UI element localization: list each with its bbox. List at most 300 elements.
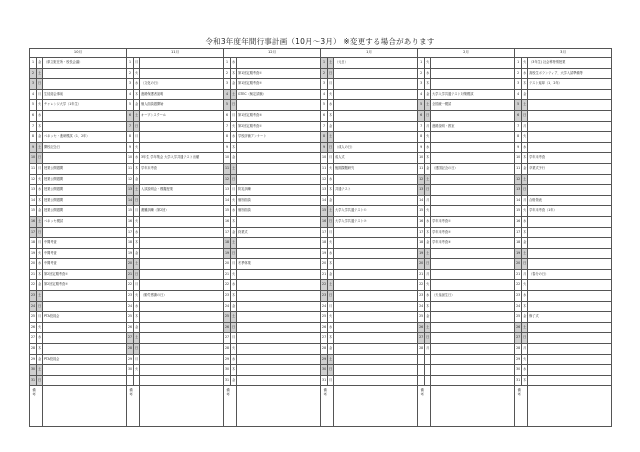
schedule-cell [431,110,515,121]
date-cell: 25 [30,312,37,323]
schedule-cell: （天皇誕生日） [431,291,515,302]
day-row [30,100,612,111]
weekday-cell: 月 [522,344,528,355]
weekday-cell: 月 [134,354,140,365]
date-cell: 16 [321,216,328,227]
date-cell: 10 [418,153,425,164]
weekday-cell: 木 [231,291,237,302]
date-cell [418,354,425,365]
weekday-cell: 水 [425,142,431,153]
weekday-cell: 火 [37,100,43,111]
weekday-cell: 金 [37,132,43,143]
weekday-cell: 水 [231,206,237,217]
schedule-cell: 第1回定期考査① [237,68,321,79]
date-cell: 23 [224,291,231,302]
weekday-cell: 月 [37,89,43,100]
remarks-label: 備考 [516,388,521,398]
remarks-label-cell [418,386,431,427]
weekday-cell: 日 [134,344,140,355]
schedule-cell: 防災訓練 [237,185,321,196]
weekday-cell: 金 [328,121,334,132]
weekday-cell: 金 [522,89,528,100]
schedule-cell: 個人面談週開始 [140,100,224,111]
schedule-cell [140,312,224,323]
date-cell: 20 [30,259,37,270]
schedule-cell: 卒業式予行 [528,163,612,174]
weekday-cell: 土 [231,163,237,174]
weekday-cell: 木 [425,227,431,238]
weekday-cell: 水 [37,185,43,196]
weekday-cell: 火 [134,216,140,227]
date-cell: 26 [321,322,328,333]
date-cell: 30 [30,365,37,376]
schedule-cell [334,312,418,323]
schedule-cell: 学年末考査② [431,227,515,238]
remarks-label: 備考 [419,388,424,398]
date-cell: 21 [127,269,134,280]
weekday-cell: 土 [522,174,528,185]
date-cell: 12 [515,174,522,185]
weekday-cell: 木 [37,195,43,206]
schedule-cell: 第2回定期考査① [43,269,127,280]
weekday-cell: 木 [231,216,237,227]
weekday-cell: 金 [134,174,140,185]
date-cell: 14 [30,195,37,206]
weekday-cell: 金 [134,248,140,259]
weekday-cell: 水 [522,68,528,79]
date-cell: 29 [321,354,328,365]
date-cell: 9 [321,142,328,153]
schedule-cell [431,185,515,196]
weekday-cell: 火 [231,269,237,280]
date-cell: 11 [321,163,328,174]
date-cell: 16 [418,216,425,227]
weekday-cell: 水 [425,216,431,227]
weekday-cell: 月 [328,227,334,238]
date-cell: 7 [515,121,522,132]
date-cell: 5 [321,100,328,111]
schedule-cell: 学校評価アンケート [237,132,321,143]
date-cell: 2 [418,68,425,79]
weekday-cell: 日 [328,365,334,376]
schedule-cell [334,344,418,355]
date-cell: 31 [30,375,37,386]
weekday-cell: 水 [425,291,431,302]
schedule-cell: 後期課題研究 [334,163,418,174]
weekday-cell: 火 [522,354,528,365]
weekday-cell: 金 [328,269,334,280]
schedule-cell [334,79,418,90]
weekday-cell: 火 [425,280,431,291]
schedule-cell [140,227,224,238]
schedule-cell [528,121,612,132]
schedule-cell [334,375,418,386]
schedule-cell [140,121,224,132]
schedule-cell: 個別面談 [237,206,321,217]
date-cell: 11 [224,163,231,174]
date-cell: 3 [30,79,37,90]
schedule-cell [431,301,515,312]
schedule-cell [528,280,612,291]
day-row [30,79,612,90]
date-cell: 28 [515,344,522,355]
schedule-cell [334,365,418,376]
weekday-cell: 金 [425,89,431,100]
schedule-cell: 中間考査 [43,248,127,259]
remarks-row [30,386,612,427]
weekday-cell: 水 [134,227,140,238]
remarks-label: 備考 [225,388,230,398]
schedule-cell [140,238,224,249]
schedule-cell [431,322,515,333]
weekday-cell: 金 [37,58,43,69]
date-cell: 7 [224,121,231,132]
schedule-cell: 授業公開週間 [43,206,127,217]
schedule-cell [334,174,418,185]
schedule-cell: （成人の日） [334,142,418,153]
weekday-cell: 月 [231,185,237,196]
schedule-cell: 学年末考査 [528,153,612,164]
weekday-cell: 木 [37,344,43,355]
schedule-cell: 中間考査 [43,238,127,249]
schedule-cell [528,322,612,333]
weekday-cell: 土 [231,312,237,323]
date-cell: 10 [30,153,37,164]
schedule-cell [140,344,224,355]
date-cell: 1 [224,58,231,69]
remarks-label-cell [515,386,528,427]
date-cell: 21 [321,269,328,280]
date-cell: 28 [321,344,328,355]
schedule-cell: （元日） [334,58,418,69]
schedule-cell: （建国記念の日） [431,163,515,174]
weekday-cell: 月 [134,206,140,217]
weekday-cell: 土 [37,68,43,79]
weekday-cell: 金 [231,153,237,164]
schedule-cell [431,280,515,291]
month-header: 10月 [30,49,127,58]
day-row [30,354,612,365]
schedule-cell: 第2回定期考査① [237,121,321,132]
weekday-cell: 月 [522,195,528,206]
date-cell: 2 [321,68,328,79]
weekday-cell: 土 [328,58,334,69]
schedule-cell [43,333,127,344]
date-cell: 6 [515,110,522,121]
schedule-cell [140,301,224,312]
weekday-cell: 火 [134,291,140,302]
schedule-cell [334,333,418,344]
weekday-cell: 月 [328,375,334,386]
date-cell: 9 [224,142,231,153]
date-cell: 27 [127,333,134,344]
schedule-cell [334,195,418,206]
date-cell: 1 [30,58,37,69]
schedule-cell: オープンスクール [140,110,224,121]
date-cell: 13 [418,185,425,196]
date-cell: 26 [30,322,37,333]
schedule-cell: 全国統一模試 [431,100,515,111]
schedule-cell: 中間考査 [43,259,127,270]
date-cell: 22 [224,280,231,291]
weekday-cell: 木 [425,153,431,164]
schedule-cell [237,291,321,302]
schedule-cell [334,238,418,249]
date-cell: 4 [321,89,328,100]
weekday-cell: 日 [328,68,334,79]
date-cell: 11 [127,163,134,174]
weekday-cell: 火 [37,248,43,259]
weekday-cell: 木 [425,79,431,90]
schedule-cell [431,333,515,344]
weekday-cell: 火 [522,206,528,217]
schedule-cell [431,132,515,143]
weekday-cell: 金 [328,344,334,355]
weekday-cell: 月 [231,259,237,270]
weekday-cell: 火 [328,238,334,249]
date-cell: 7 [30,121,37,132]
weekday-cell: 火 [134,68,140,79]
schedule-cell: （春分の日） [528,269,612,280]
day-row [30,333,612,344]
schedule-cell [237,153,321,164]
schedule-cell: 入試説明会・模擬授業 [140,185,224,196]
schedule-cell: 高校生ボランティア、大学入試準備等 [528,68,612,79]
date-cell: 26 [515,322,522,333]
schedule-cell [43,322,127,333]
date-cell: 15 [127,206,134,217]
weekday-cell: 木 [231,365,237,376]
date-cell: 9 [515,142,522,153]
month-header: 3月 [515,49,612,58]
schedule-cell [334,248,418,259]
weekday-cell: 金 [522,238,528,249]
date-cell: 8 [224,132,231,143]
day-row [30,58,612,69]
schedule-cell [43,344,127,355]
date-cell: 6 [418,110,425,121]
remarks-label-cell [321,386,334,427]
day-row [30,132,612,143]
date-cell: 15 [224,206,231,217]
date-cell: 25 [418,312,425,323]
weekday-cell: 土 [522,248,528,259]
weekday-cell: 日 [522,259,528,270]
schedule-cell: テスト返却（1、2年） [528,79,612,90]
date-cell: 18 [30,238,37,249]
date-cell: 13 [127,185,134,196]
schedule-cell [140,365,224,376]
date-cell: 27 [30,333,37,344]
schedule-cell: PTA役員会 [43,312,127,323]
schedule-cell: PTA役員会 [43,354,127,365]
schedule-cell [237,269,321,280]
schedule-cell [431,79,515,90]
date-cell: 24 [515,301,522,312]
date-cell: 11 [515,163,522,174]
weekday-cell: 木 [522,375,528,386]
date-cell: 9 [30,142,37,153]
weekday-cell: 月 [37,163,43,174]
date-cell: 24 [418,301,425,312]
schedule-cell [140,248,224,259]
schedule-cell: 共通テスト [334,185,418,196]
schedule-cell: （3年生) 社会科特別授業 [528,58,612,69]
date-cell: 27 [224,333,231,344]
date-cell: 12 [224,174,231,185]
date-cell: 3 [418,79,425,90]
date-cell: 21 [418,269,425,280]
weekday-cell: 金 [231,375,237,386]
weekday-cell: 木 [425,301,431,312]
remarks-label: 備考 [128,388,133,398]
date-cell: 23 [418,291,425,302]
weekday-cell: 月 [328,79,334,90]
schedule-cell: 避難訓練（第2回） [140,206,224,217]
schedule-cell [528,365,612,376]
weekday-cell: 土 [231,89,237,100]
weekday-cell: 木 [522,79,528,90]
schedule-cell: （県立駐在所・校長会議） [43,58,127,69]
schedule-cell [431,344,515,355]
weekday-cell: 月 [37,238,43,249]
weekday-cell: 土 [425,174,431,185]
weekday-cell: 土 [328,206,334,217]
weekday-cell: 土 [134,185,140,196]
schedule-cell [140,259,224,270]
weekday-cell: 金 [231,79,237,90]
schedule-cell: 授業公開週間 [43,195,127,206]
schedule-cell: 大学入学共通テスト② [334,216,418,227]
weekday-cell: 水 [134,301,140,312]
date-cell: 28 [127,344,134,355]
schedule-cell [237,375,321,386]
weekday-cell: 金 [425,163,431,174]
schedule-cell [43,79,127,90]
schedule-cell [237,174,321,185]
date-cell: 10 [224,153,231,164]
date-cell: 16 [127,216,134,227]
schedule-cell [43,110,127,121]
weekday-cell: 火 [425,58,431,69]
weekday-cell: 月 [425,344,431,355]
weekday-cell: 金 [425,312,431,323]
weekday-cell: 土 [134,333,140,344]
date-cell: 29 [224,354,231,365]
weekday-cell: 火 [522,280,528,291]
schedule-cell: 第1回定期考査③ [237,110,321,121]
date-cell: 3 [515,79,522,90]
date-cell: 1 [418,58,425,69]
date-cell: 13 [321,185,328,196]
remarks-label-cell [30,386,43,427]
date-cell: 6 [224,110,231,121]
date-cell: 26 [418,322,425,333]
weekday-cell: 金 [522,312,528,323]
schedule-cell: 学年末考査① [431,216,515,227]
date-cell: 7 [321,121,328,132]
weekday-cell: 火 [231,121,237,132]
schedule-cell: 合格発表 [528,195,612,206]
date-cell: 13 [30,185,37,196]
schedule-cell [334,259,418,270]
day-row [30,322,612,333]
schedule-cell: ベネッセ模試 [43,216,127,227]
weekday-cell: 月 [425,269,431,280]
date-cell: 23 [321,291,328,302]
date-cell: 13 [224,185,231,196]
date-cell: 29 [127,354,134,365]
day-row [30,110,612,121]
weekday-cell: 日 [328,216,334,227]
day-row [30,259,612,270]
schedule-cell [528,89,612,100]
weekday-cell: 火 [425,132,431,143]
date-cell: 8 [127,132,134,143]
schedule-cell [431,354,515,365]
weekday-cell: 土 [231,238,237,249]
schedule-cell [237,365,321,376]
remarks-label: 備考 [322,388,327,398]
weekday-cell: 金 [328,195,334,206]
weekday-cell: 火 [37,322,43,333]
day-row [30,365,612,376]
month-header: 1月 [321,49,418,58]
weekday-cell: 土 [328,132,334,143]
weekday-cell: 金 [134,100,140,111]
weekday-cell: 水 [231,132,237,143]
day-row [30,344,612,355]
schedule-cell: GTEC（検定試験） [237,89,321,100]
schedule-cell: （文化の日） [140,79,224,90]
weekday-cell: 土 [425,248,431,259]
remarks-cell [431,386,515,427]
schedule-cell [334,89,418,100]
schedule-cell [43,153,127,164]
weekday-cell: 月 [134,58,140,69]
date-cell: 7 [418,121,425,132]
weekday-cell: 日 [328,291,334,302]
weekday-cell: 金 [231,227,237,238]
weekday-cell: 月 [231,333,237,344]
calendar-table [29,48,612,427]
date-cell: 18 [224,238,231,249]
weekday-cell: 木 [328,259,334,270]
schedule-cell: 3年生 学年集会 大学入学共通テスト出願 [140,153,224,164]
remarks-label-cell [127,386,140,427]
date-cell: 5 [30,100,37,111]
schedule-cell [528,259,612,270]
schedule-cell [528,301,612,312]
date-cell: 28 [30,344,37,355]
date-cell: 20 [321,259,328,270]
date-cell: 14 [224,195,231,206]
weekday-cell: 月 [425,195,431,206]
date-cell: 19 [224,248,231,259]
date-cell: 25 [224,312,231,323]
date-cell: 20 [515,259,522,270]
weekday-cell: 水 [231,58,237,69]
date-cell: 25 [321,312,328,323]
day-row [30,248,612,259]
schedule-cell [528,248,612,259]
weekday-cell: 木 [231,68,237,79]
date-cell: 17 [418,227,425,238]
date-cell: 19 [515,248,522,259]
weekday-cell: 月 [328,153,334,164]
weekday-cell: 月 [425,121,431,132]
schedule-cell: ベネッセ・進研模試（1、2年） [43,132,127,143]
